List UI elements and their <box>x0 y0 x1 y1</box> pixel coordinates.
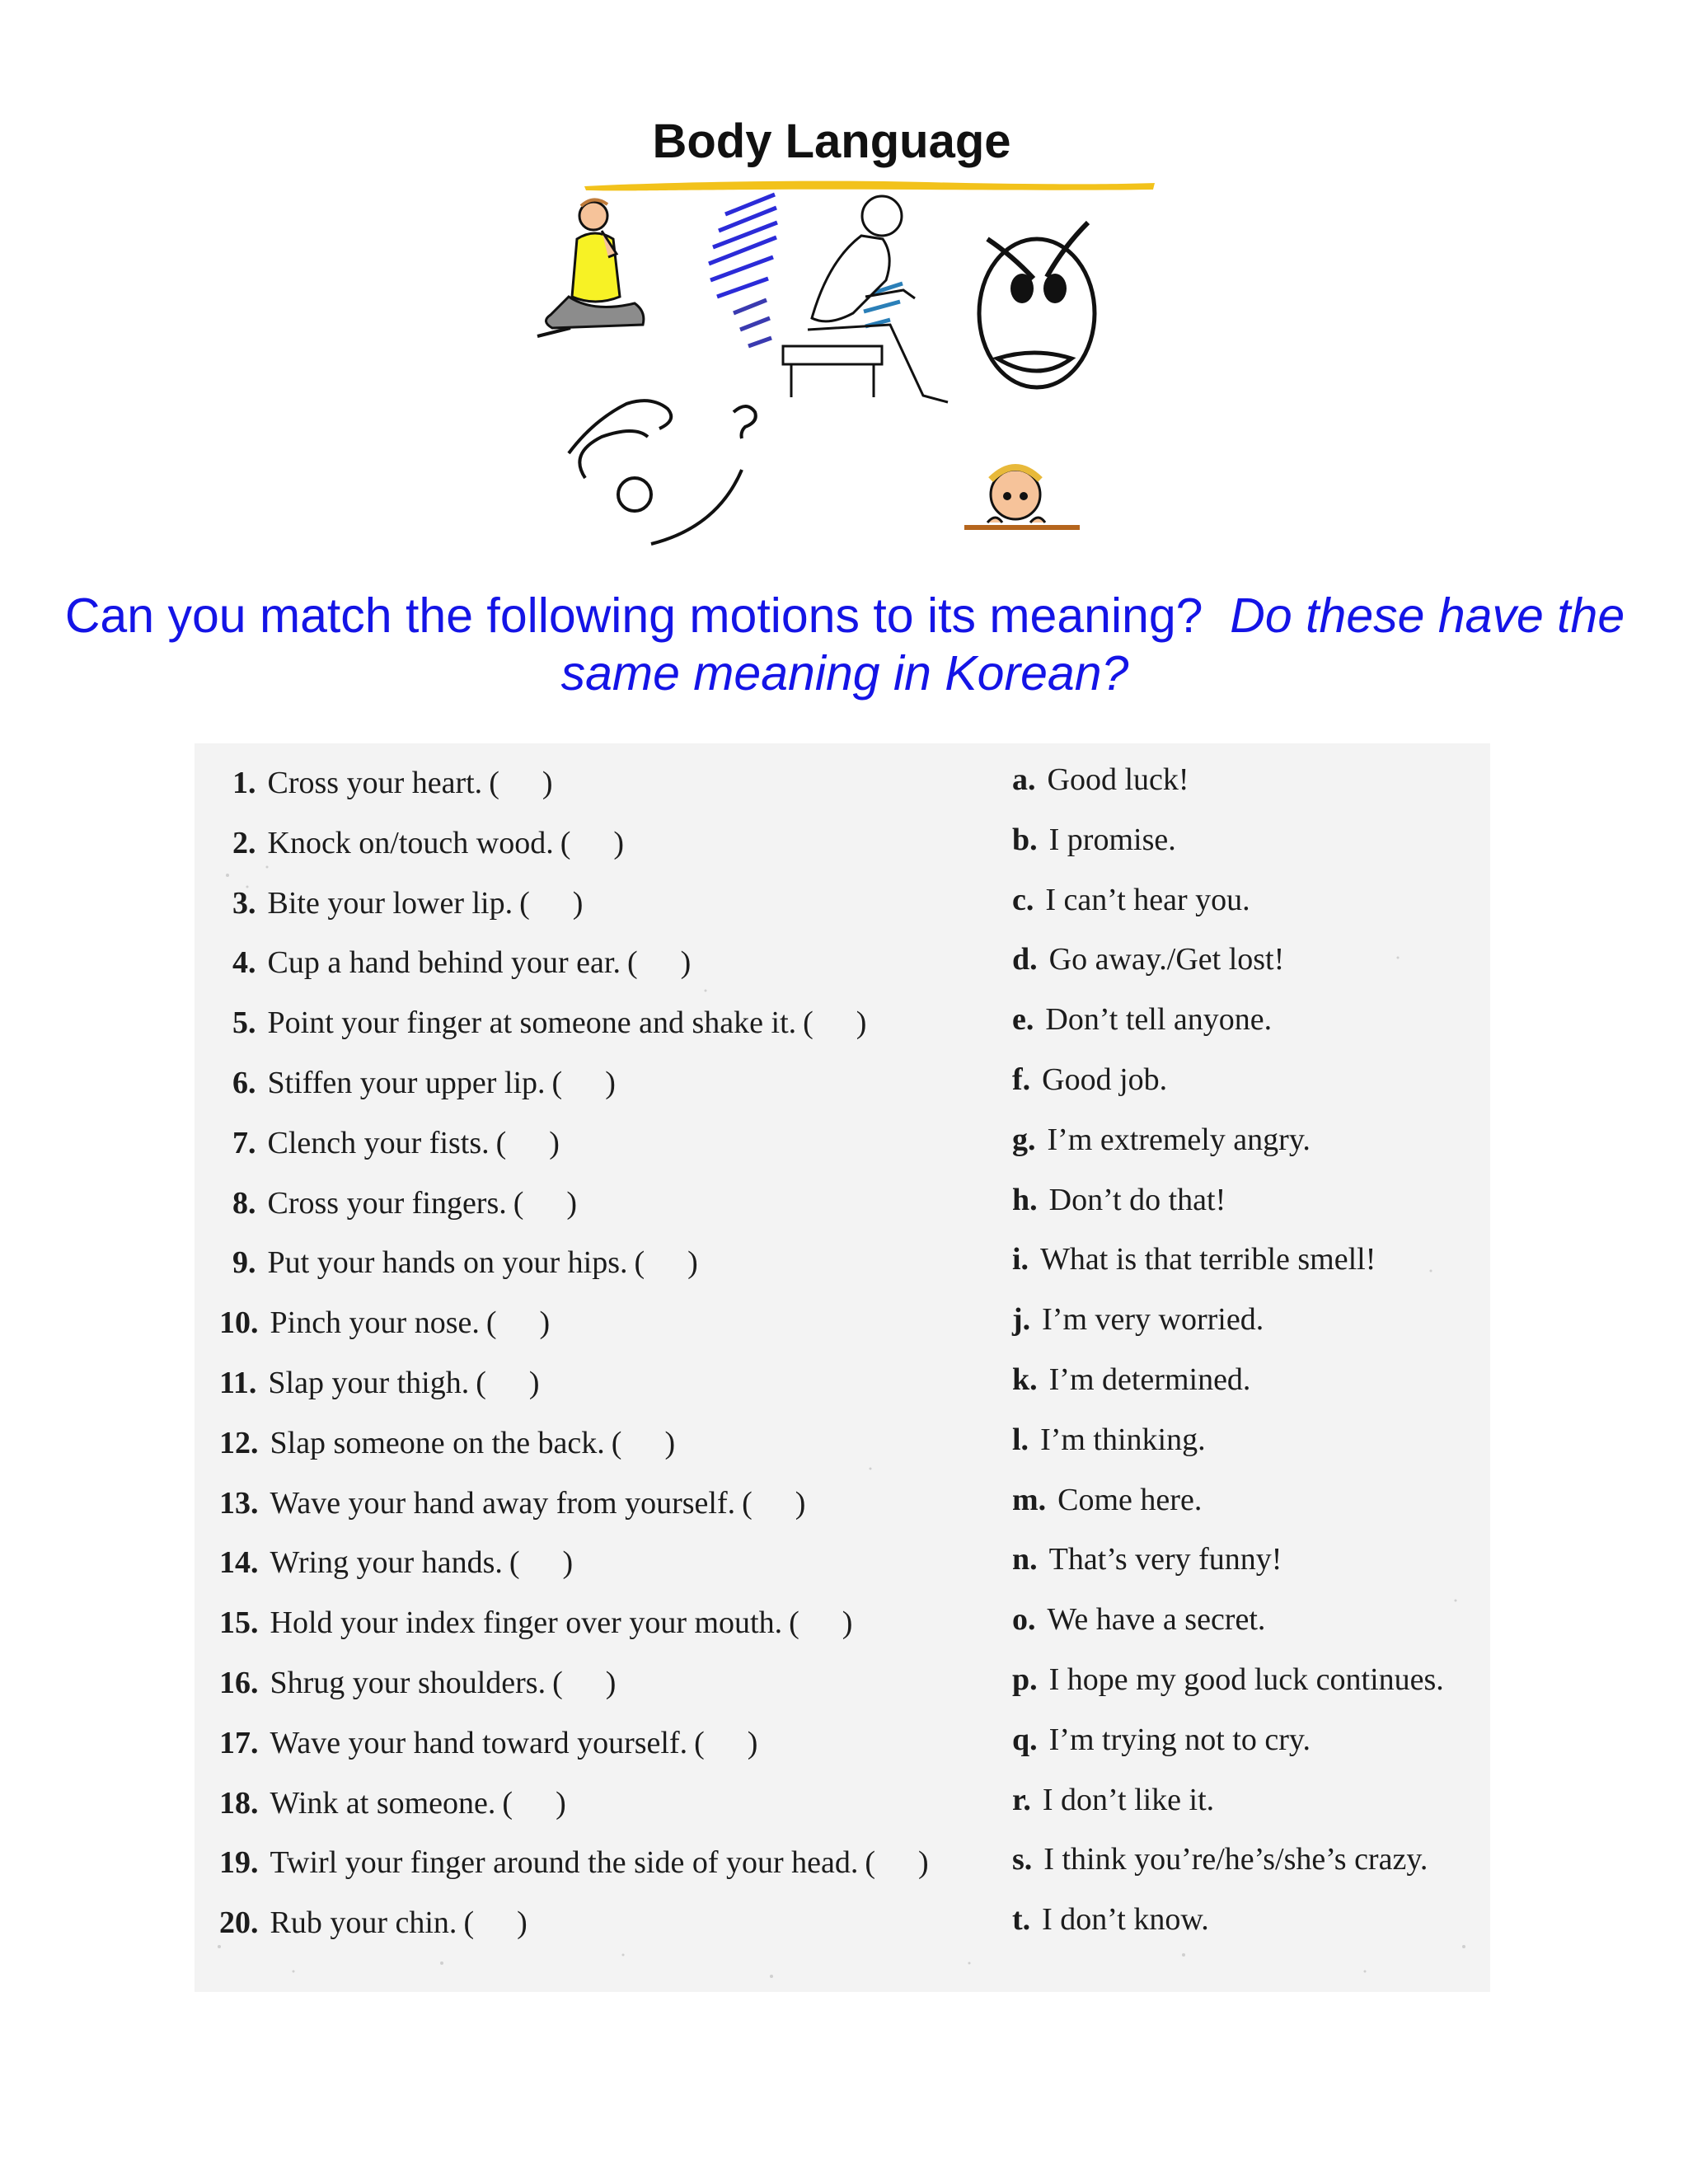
meaning-text: Don’t tell anyone. <box>1045 1002 1273 1038</box>
motion-text: Clench your fists. <box>267 1125 490 1160</box>
meaning-text: I’m very worried. <box>1042 1302 1264 1338</box>
meaning-text: I’m extremely angry. <box>1047 1122 1311 1157</box>
motion-item <box>219 1905 528 1941</box>
answer-blank[interactable]: ( ) <box>694 1725 758 1760</box>
meaning-text: Don’t do that! <box>1048 1182 1226 1217</box>
motion-item <box>232 885 583 921</box>
meaning-item <box>1012 1901 1209 1938</box>
motion-item <box>232 1005 866 1041</box>
meaning-item <box>1012 1241 1376 1277</box>
instructions-question: Can you match the following motions to its meaning? <box>64 588 1203 643</box>
meaning-item <box>1012 1722 1311 1758</box>
peeking-child <box>964 467 1080 527</box>
meaning-letter: r. <box>1012 1782 1031 1817</box>
answer-blank[interactable]: ( ) <box>476 1366 540 1400</box>
angry-face <box>979 223 1095 387</box>
instructions <box>49 587 1640 702</box>
answer-blank[interactable]: ( ) <box>789 1605 853 1641</box>
motion-number: 3. <box>232 885 256 921</box>
answer-blank[interactable]: ( ) <box>519 885 584 921</box>
meaning-item <box>1012 1601 1265 1638</box>
instructions-followup: Do these have the same meaning in Korean? <box>560 588 1625 701</box>
meaning-item <box>1012 1361 1250 1398</box>
meaning-letter: h. <box>1012 1182 1038 1217</box>
motion-text: Wink at someone. <box>270 1785 496 1821</box>
answer-blank[interactable]: ( ) <box>485 1305 551 1341</box>
meaning-letter: k. <box>1012 1362 1038 1397</box>
meaning-text: Come here. <box>1057 1482 1203 1517</box>
motion-number: 9. <box>232 1245 256 1281</box>
motion-item <box>219 1785 566 1821</box>
meaning-item <box>1012 1001 1272 1038</box>
meaning-text: I hope my good luck continues. <box>1048 1662 1444 1697</box>
motion-number: 13. <box>219 1485 259 1521</box>
meaning-item <box>1012 1841 1428 1877</box>
motion-item <box>219 1725 757 1761</box>
meaning-letter: j. <box>1012 1302 1031 1338</box>
motion-text: Cross your fingers. <box>267 1185 507 1221</box>
answer-blank[interactable]: ( ) <box>513 1185 578 1221</box>
motion-number: 6. <box>232 1066 256 1100</box>
meaning-letter: e. <box>1012 1002 1034 1038</box>
kneeling-praying-figure <box>537 199 644 336</box>
answer-blank[interactable]: ( ) <box>634 1245 698 1281</box>
meaning-item <box>1012 1301 1264 1338</box>
motion-item <box>219 1305 550 1341</box>
meaning-letter: s. <box>1012 1842 1033 1877</box>
motion-text: Knock on/touch wood. <box>267 825 554 860</box>
motion-item <box>232 1125 560 1161</box>
answer-blank[interactable]: ( ) <box>552 1666 617 1700</box>
meaning-item <box>1012 1482 1202 1518</box>
motion-number: 11. <box>219 1366 257 1400</box>
answer-blank[interactable]: ( ) <box>502 1785 566 1821</box>
meaning-item <box>1012 1782 1214 1818</box>
motion-number: 17. <box>219 1725 259 1760</box>
meaning-letter: g. <box>1012 1122 1036 1157</box>
meaning-letter: n. <box>1012 1542 1038 1577</box>
motion-number: 1. <box>232 766 256 800</box>
motion-text: Slap your thigh. <box>268 1366 470 1400</box>
meaning-item <box>1012 1182 1226 1218</box>
motion-number: 18. <box>219 1785 259 1821</box>
body-language-illustration <box>536 181 1179 560</box>
answer-blank[interactable]: ( ) <box>865 1845 929 1881</box>
seated-nervous-figure <box>709 194 948 402</box>
motion-text: Bite your lower lip. <box>267 885 513 921</box>
motion-item <box>219 1544 573 1581</box>
motion-text: Put your hands on your hips. <box>267 1245 628 1281</box>
motion-number: 12. <box>219 1425 259 1460</box>
motion-number: 2. <box>232 825 256 860</box>
answer-blank[interactable]: ( ) <box>551 1066 616 1100</box>
meaning-text: I promise. <box>1048 822 1176 857</box>
meaning-letter: o. <box>1012 1602 1036 1638</box>
meaning-item <box>1012 1541 1282 1577</box>
answer-blank[interactable]: ( ) <box>489 766 553 800</box>
meaning-letter: i. <box>1012 1242 1029 1277</box>
motion-item <box>219 1485 805 1521</box>
meaning-text: That’s very funny! <box>1048 1542 1282 1577</box>
meaning-letter: a. <box>1012 762 1036 797</box>
meaning-item <box>1012 1661 1444 1698</box>
meaning-letter: t. <box>1012 1902 1031 1938</box>
motion-text: Twirl your finger around the side of your head. <box>270 1845 859 1881</box>
motion-text: Shrug your shoulders. <box>270 1666 546 1700</box>
answer-blank[interactable]: ( ) <box>509 1545 574 1581</box>
meaning-letter: b. <box>1012 822 1038 857</box>
motion-item <box>219 1844 929 1881</box>
motion-item <box>219 1665 616 1701</box>
motion-item <box>232 1244 698 1281</box>
meaning-text: Go away./Get lost! <box>1048 942 1285 977</box>
motion-number: 5. <box>232 1005 256 1041</box>
meaning-letter: c. <box>1012 882 1034 917</box>
motion-text: Wave your hand toward yourself. <box>270 1725 688 1760</box>
motion-text: Wring your hands. <box>270 1545 503 1581</box>
motion-number: 8. <box>232 1185 256 1221</box>
meaning-text: I don’t know. <box>1042 1902 1209 1938</box>
motion-item <box>232 825 624 861</box>
meaning-item <box>1012 822 1176 858</box>
answer-blank[interactable]: ( ) <box>626 945 692 981</box>
motion-number: 10. <box>219 1305 259 1341</box>
answer-blank[interactable]: ( ) <box>742 1485 806 1521</box>
meaning-letter: f. <box>1012 1062 1031 1097</box>
meaning-item <box>1012 762 1189 798</box>
meaning-letter: m. <box>1012 1482 1047 1517</box>
meaning-item <box>1012 882 1250 918</box>
meaning-text: I think you’re/he’s/she’s crazy. <box>1043 1842 1428 1877</box>
motion-number: 7. <box>232 1125 256 1160</box>
answer-blank[interactable]: ( ) <box>611 1425 676 1460</box>
motion-number: 19. <box>219 1845 259 1881</box>
meaning-text: Good luck! <box>1047 762 1189 797</box>
meaning-letter: q. <box>1012 1722 1038 1757</box>
meaning-text: I don’t like it. <box>1042 1782 1215 1817</box>
meaning-text: I can’t hear you. <box>1045 882 1250 917</box>
meaning-text: What is that terrible smell! <box>1040 1242 1376 1277</box>
motion-text: Wave your hand away from yourself. <box>270 1485 736 1521</box>
motion-item <box>232 1185 577 1221</box>
motion-text: Cross your heart. <box>267 766 483 800</box>
page-title: Body Language <box>652 115 1011 168</box>
answer-blank[interactable]: ( ) <box>560 825 625 860</box>
motion-item <box>219 1365 540 1401</box>
motion-text: Hold your index finger over your mouth. <box>270 1605 783 1641</box>
motion-text: Stiffen your upper lip. <box>267 1066 546 1100</box>
meaning-item <box>1012 941 1284 977</box>
motion-text: Pinch your nose. <box>270 1305 480 1341</box>
meaning-letter: l. <box>1012 1422 1029 1457</box>
meaning-text: I’m determined. <box>1048 1362 1251 1397</box>
motion-item <box>219 1605 852 1641</box>
motion-number: 4. <box>232 945 256 981</box>
motion-text: Cup a hand behind your ear. <box>267 945 621 981</box>
motion-item <box>232 1065 616 1101</box>
motion-item <box>232 944 691 981</box>
meaning-letter: p. <box>1012 1662 1038 1697</box>
motion-number: 14. <box>219 1545 259 1581</box>
thinking-head <box>569 401 756 544</box>
motion-item <box>232 765 553 801</box>
meaning-text: I’m trying not to cry. <box>1048 1722 1311 1757</box>
meaning-text: I’m thinking. <box>1040 1422 1206 1457</box>
answer-blank[interactable]: ( ) <box>495 1125 560 1160</box>
motion-text: Point your finger at someone and shake it. <box>267 1005 797 1041</box>
meaning-text: Good job. <box>1042 1062 1168 1097</box>
motion-text: Slap someone on the back. <box>270 1425 605 1460</box>
answer-blank[interactable]: ( ) <box>803 1005 867 1041</box>
meaning-item <box>1012 1122 1311 1158</box>
meaning-item <box>1012 1062 1167 1098</box>
motion-text: Rub your chin. <box>270 1905 457 1941</box>
motion-number: 16. <box>219 1666 259 1700</box>
meaning-item <box>1012 1422 1206 1458</box>
meaning-letter: d. <box>1012 942 1038 977</box>
meaning-text: We have a secret. <box>1047 1602 1266 1638</box>
motion-number: 15. <box>219 1605 259 1641</box>
answer-blank[interactable]: ( ) <box>463 1905 528 1941</box>
motion-number: 20. <box>219 1905 259 1941</box>
motion-item <box>219 1425 675 1461</box>
